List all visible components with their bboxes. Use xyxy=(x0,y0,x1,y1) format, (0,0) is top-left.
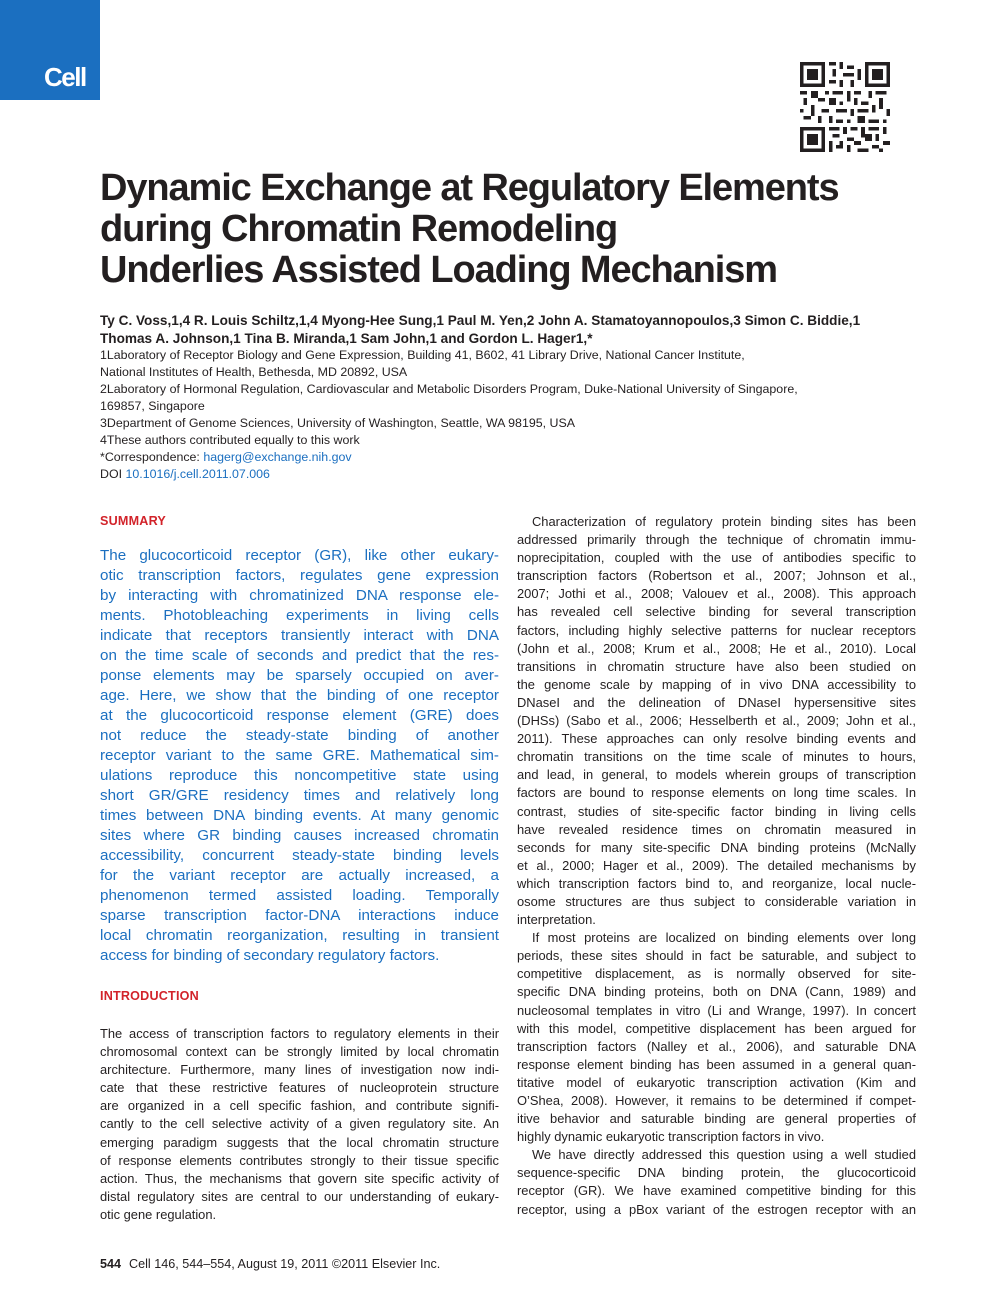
affiliations xyxy=(100,347,920,483)
body-line: distal regulatory sites are central to our understanding of eukary- xyxy=(100,1188,499,1204)
summary-line: at the glucocorticoid response element (GRE) does xyxy=(100,707,499,724)
cell-logo xyxy=(0,0,100,100)
author-list xyxy=(100,312,920,348)
affiliation-line: National Institutes of Health, Bethesda, MD 20892, USA xyxy=(100,365,408,379)
body-line: are organized in a cell specific fashion, and contribute signifi- xyxy=(100,1098,499,1114)
body-line: emerging paradigm suggests that the local chromatin structure xyxy=(100,1134,499,1150)
title-line: Dynamic Exchange at Regulatory Elements xyxy=(100,167,839,209)
body-line: O’Shea, 2008). However, it remains to be determined if compet- xyxy=(517,1093,916,1108)
body-line: chromatin transitions on the time scale of minutes to hours, xyxy=(517,749,916,765)
summary-line: short GR/GRE residency times and relatively long xyxy=(100,787,499,804)
summary-line: ponse elements may be sparsely occupied on aver- xyxy=(100,667,499,684)
body-line: factors, including highly selective patterns for nuclear receptors xyxy=(517,622,916,638)
author-line: Ty C. Voss,1,4 R. Louis Schiltz,1,4 Myong-Hee Sung,1 Paul M. Yen,2 John A. Stamatoyannopoulos,3 Simon C. Biddie,1 xyxy=(100,313,861,328)
body-line: cate that these restrictive features of nucleoprotein structure xyxy=(100,1080,499,1096)
correspondence-label: *Correspondence: xyxy=(100,450,204,464)
affiliation-line: 3Department of Genome Sciences, University of Washington, Seattle, WA 98195, USA xyxy=(100,416,575,430)
body-line: (DHSs) (Sabo et al., 2006; Hesselberth et al., 2009; John et al., xyxy=(517,713,916,729)
body-line: otic gene regulation. xyxy=(100,1206,217,1222)
page-number: 544 xyxy=(100,1257,122,1271)
summary-line: The glucocorticoid receptor (GR), like other eukary- xyxy=(100,547,499,564)
body-line: addressed primarily through the technique of chromatin immu- xyxy=(517,532,916,548)
summary-line: indicate that receptors transiently interact with DNA xyxy=(100,627,499,644)
page-footer xyxy=(100,1257,440,1271)
affiliation-line: 169857, Singapore xyxy=(100,399,205,413)
introduction-text xyxy=(100,1025,499,1224)
correspondence-email-link[interactable]: hagerg@exchange.nih.gov xyxy=(203,450,352,464)
title-line: during Chromatin Remodeling xyxy=(100,208,618,250)
body-line: If most proteins are localized on binding elements over long xyxy=(532,930,916,946)
body-line: factors are bound to response elements on long time scales. In xyxy=(517,785,916,801)
citation: Cell 146, 544–554, August 19, 2011 ©2011 Elsevier Inc. xyxy=(129,1257,441,1271)
affiliation-line: 4These authors contributed equally to this work xyxy=(100,433,360,447)
body-line: transcription factors (Robertson et al., 2007; Johnson et al., xyxy=(517,568,916,584)
body-line: have revealed residence times on chromatin measured in xyxy=(517,821,916,837)
author-line: Thomas A. Johnson,1 Tina B. Miranda,1 Sam John,1 and Gordon L. Hager1,* xyxy=(100,331,593,346)
summary-line: for the variant receptor are actually increased, a xyxy=(100,867,499,884)
body-line: response element binding has been assumed in a general quan- xyxy=(517,1056,916,1072)
summary-line: ments. Photobleaching experiments in living cells xyxy=(100,607,499,624)
summary-line: sparse transcription factor-DNA interactions induce xyxy=(100,907,499,924)
summary-line: not reduce the steady-state binding of another xyxy=(100,727,499,744)
body-line: Characterization of regulatory protein binding sites has been xyxy=(532,514,916,529)
summary-line: phenomenon termed assisted loading. Temporally xyxy=(100,887,499,904)
doi-label: DOI xyxy=(100,467,126,481)
body-line: itive behavior and saturable binding are general properties of xyxy=(517,1111,916,1127)
body-line: chromosomal context can be strongly limited by local chromatin xyxy=(100,1044,499,1060)
body-line: interpretation. xyxy=(517,912,596,928)
summary-line: access for binding of secondary regulatory factors. xyxy=(100,947,440,964)
body-line: the genome scale by mapping of in vivo DNA accessibility to xyxy=(517,676,916,692)
summary-line: times between DNA binding events. At many genomic xyxy=(100,807,499,824)
summary-line: on the time scale of seconds and predict that the res- xyxy=(100,647,499,664)
body-line: titative model of eukaryotic transcription activation (Kim and xyxy=(517,1074,916,1090)
summary-line: age. Here, we show that the binding of one receptor xyxy=(100,687,499,704)
cell-logo-text: Cell xyxy=(44,62,86,92)
summary-line: ulations reproduce this noncompetitive state using xyxy=(100,767,499,784)
introduction-heading: INTRODUCTION xyxy=(100,989,199,1003)
summary-line: sites where GR binding causes increased chromatin xyxy=(100,827,499,844)
body-line: sequence-specific DNA binding protein, the glucocorticoid xyxy=(517,1165,916,1181)
affiliation-line: 2Laboratory of Hormonal Regulation, Cardiovascular and Metabolic Disorders Program, Duke-National University of Singapore, xyxy=(100,382,798,396)
body-line: and lead, in general, to models wherein groups of transcription xyxy=(517,767,916,783)
body-line: transitions in chromatin structure have also been studied on xyxy=(517,658,916,674)
body-line: of response elements contributes strongly to their tissue specific xyxy=(100,1152,499,1168)
affiliation-line: 1Laboratory of Receptor Biology and Gene Expression, Building 41, B602, 41 Library Drive, National Cancer Institute, xyxy=(100,348,745,362)
summary-text xyxy=(100,546,499,966)
summary-line: accessibility, concurrent steady-state binding levels xyxy=(100,847,499,864)
body-line: has revealed cell selective binding for several transcription xyxy=(517,604,916,620)
body-line: cantly to the cell selective activity of a given regulatory site. An xyxy=(100,1116,499,1132)
summary-line: by interacting with chromatinized DNA response ele- xyxy=(100,587,499,604)
body-line: noprecipitation, coupled with the use of antibodies specific to xyxy=(517,550,916,566)
body-line: The access of transcription factors to regulatory elements in their xyxy=(100,1026,499,1041)
body-line: transcription factors (Nalley et al., 2006), and saturable DNA xyxy=(517,1038,916,1054)
correspondence xyxy=(100,449,920,466)
doi xyxy=(100,466,920,483)
body-line: (John et al., 2008; Krum et al., 2008; He et al., 2010). Local xyxy=(517,640,916,656)
title-line: Underlies Assisted Loading Mechanism xyxy=(100,249,777,291)
body-line: competitive displacement, as is normally observed for site- xyxy=(517,966,916,982)
summary-line: otic transcription factors, regulates gene expression xyxy=(100,567,499,584)
body-line: 2007; Jothi et al., 2008; Valouev et al., 2008). This approach xyxy=(517,586,916,602)
summary-line: local chromatin reorganization, resulting in transient xyxy=(100,927,499,944)
body-line: specific DNA binding proteins, both on DNA (Cann, 1989) and xyxy=(517,984,916,1000)
body-line: action. Thus, the mechanisms that govern site specific activity of xyxy=(100,1170,499,1186)
body-line: 2011). These approaches can only resolve binding events and xyxy=(517,731,916,747)
summary-line: receptor variant to the same GRE. Mathematical sim- xyxy=(100,747,499,764)
body-line: nucleosomal templates in vitro (Li and Wrange, 1997). In concert xyxy=(517,1002,916,1018)
body-line: contrast, studies of site-specific factor binding in living cells xyxy=(517,803,916,819)
body-line: receptor, using a pBox variant of the estrogen receptor with an xyxy=(517,1201,916,1217)
body-line: architecture. Furthermore, many lines of investigation now indi- xyxy=(100,1062,499,1078)
body-line: We have directly addressed this question using a well studied xyxy=(532,1147,916,1163)
body-line: et al., 2000; Hager et al., 2009). The detailed mechanisms by xyxy=(517,857,916,873)
body-line: periods, these sites should in fact be saturable, and subject to xyxy=(517,948,916,964)
body-line: receptor (GR). We have examined competitive binding for this xyxy=(517,1183,916,1199)
article-title xyxy=(100,168,920,291)
body-line: highly dynamic eukaryotic transcription factors in vivo. xyxy=(517,1129,825,1145)
body-line: with this model, competitive displacement has been argued for xyxy=(517,1020,916,1036)
body-line: which transcription factors bind to, and reorganize, local nucle- xyxy=(517,875,916,891)
right-column-text xyxy=(517,513,916,1219)
summary-heading: SUMMARY xyxy=(100,514,166,528)
body-line: seconds for many site-specific DNA binding proteins (McNally xyxy=(517,839,916,855)
body-line: DNaseI and the delineation of DNaseI hypersensitive sites xyxy=(517,694,916,710)
qr-code-icon xyxy=(800,62,890,152)
doi-link[interactable]: 10.1016/j.cell.2011.07.006 xyxy=(125,467,270,481)
body-line: osome structures are thus subject to considerable variation in xyxy=(517,893,916,909)
